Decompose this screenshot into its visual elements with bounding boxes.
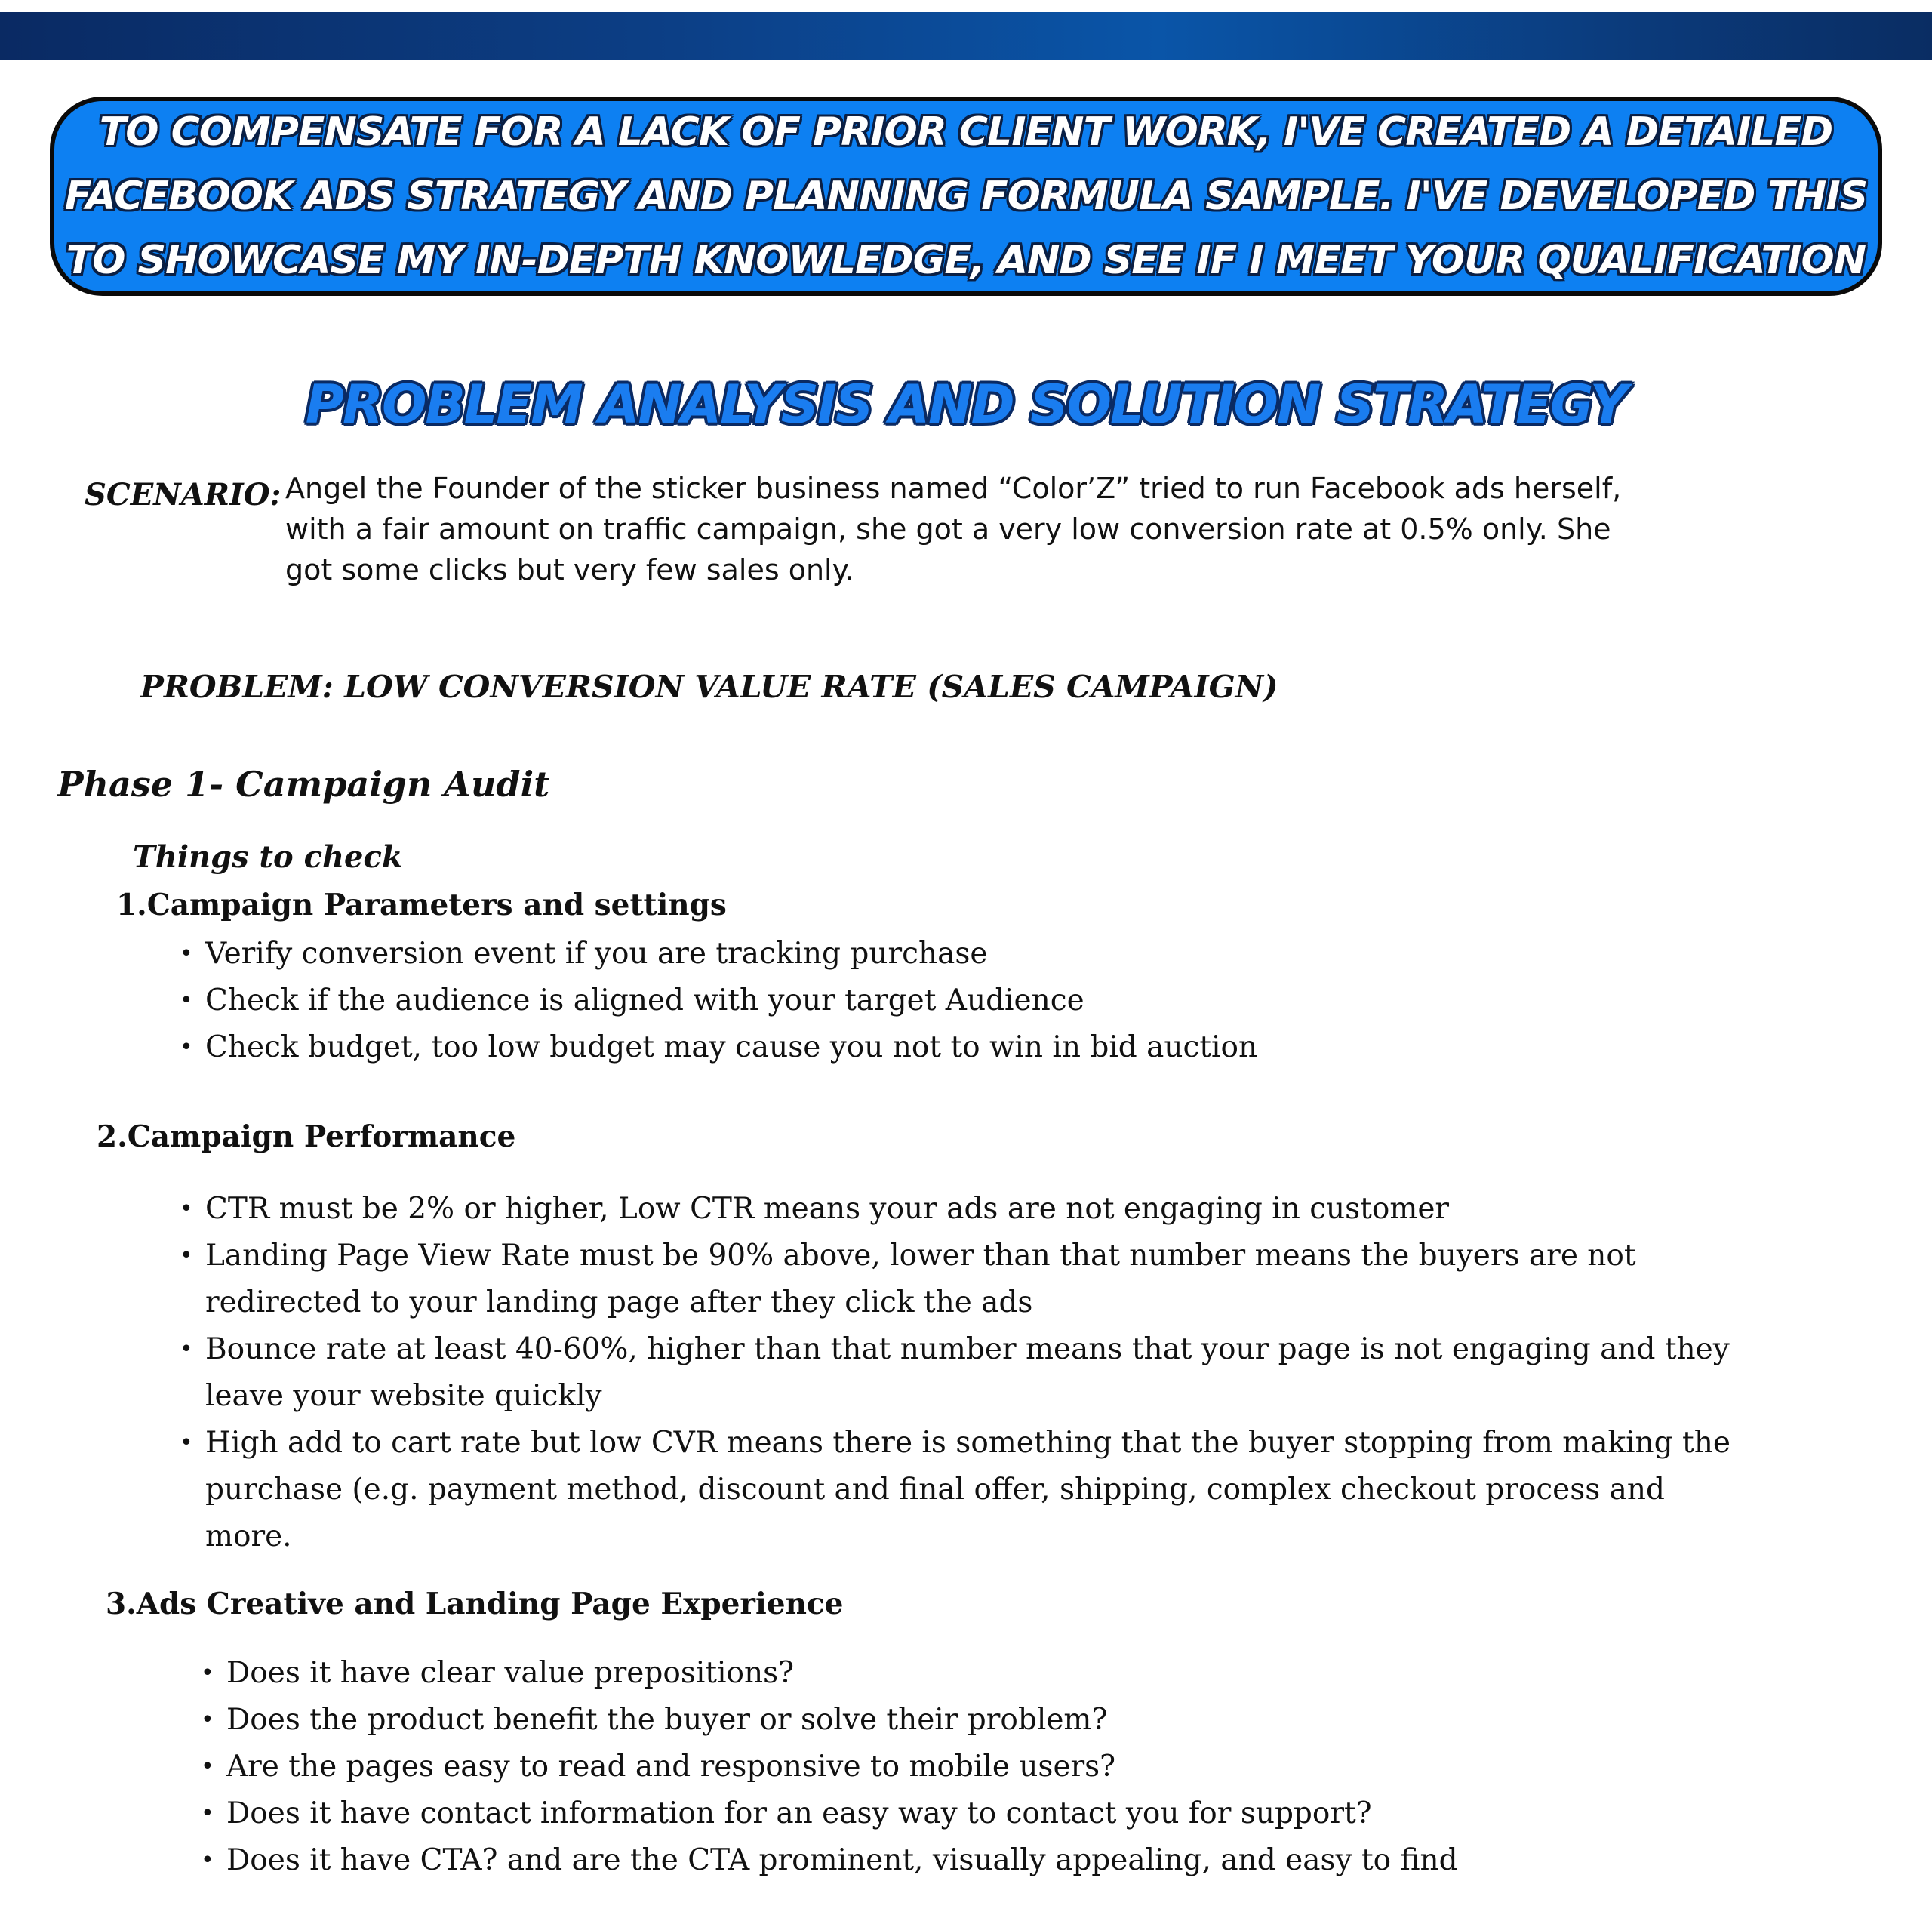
banner-line-3: TO SHOWCASE MY IN-DEPTH KNOWLEDGE, AND SEE IF I MEET YOUR QUALIFICATION bbox=[66, 237, 1866, 283]
list-item: • Landing Page View Rate must be 90% above, lower than that number means the buyers are not redirected to your landing page after they click the ads bbox=[180, 1233, 1749, 1326]
list-item: • Does it have contact information for an easy way to contact you for support? bbox=[201, 1790, 1710, 1837]
banner-line-1: TO COMPENSATE FOR A LACK OF PRIOR CLIENT WORK, I'VE CREATED A DETAILED bbox=[99, 109, 1833, 155]
list-ads-creative bbox=[201, 1650, 1710, 1884]
list-item: • High add to cart rate but low CVR means there is something that the buyer stopping from making the purchase (e.g. payment method, discount and final offer, shipping, complex checkout process and more. bbox=[180, 1420, 1749, 1560]
list-item: • Are the pages easy to read and responsive to mobile users? bbox=[201, 1744, 1710, 1790]
banner-line-2: FACEBOOK ADS STRATEGY AND PLANNING FORMULA SAMPLE. I'VE DEVELOPED THIS bbox=[64, 173, 1868, 219]
intro-banner bbox=[50, 97, 1882, 296]
list-campaign-performance bbox=[180, 1186, 1749, 1560]
list-item: • Check if the audience is aligned with your target Audience bbox=[180, 977, 1614, 1024]
scenario-line-3: got some clicks but very few sales only. bbox=[285, 553, 854, 586]
scenario-label: SCENARIO: bbox=[85, 477, 281, 513]
problem-statement: PROBLEM: LOW CONVERSION VALUE RATE (SALES CAMPAIGN) bbox=[140, 669, 1278, 705]
phase-title: Phase 1- Campaign Audit bbox=[57, 764, 550, 805]
list-item: • Verify conversion event if you are tracking purchase bbox=[180, 931, 1614, 977]
scenario-text bbox=[285, 468, 1666, 590]
section-heading-campaign-parameters: 1.Campaign Parameters and settings bbox=[116, 888, 727, 922]
things-to-check-heading: Things to check bbox=[133, 839, 403, 875]
scenario-line-2: with a fair amount on traffic campaign, she got a very low conversion rate at 0.5% only. She bbox=[285, 513, 1611, 546]
list-item: • CTR must be 2% or higher, Low CTR means your ads are not engaging in customer bbox=[180, 1186, 1749, 1233]
list-item: • Bounce rate at least 40-60%, higher than that number means that your page is not engaging and they leave your website quickly bbox=[180, 1326, 1749, 1420]
list-campaign-parameters bbox=[180, 931, 1614, 1071]
section-heading-campaign-performance: 2.Campaign Performance bbox=[97, 1119, 516, 1154]
section-heading-ads-creative: 3.Ads Creative and Landing Page Experience bbox=[106, 1587, 844, 1621]
page-title: PROBLEM ANALYSIS AND SOLUTION STRATEGY bbox=[305, 374, 1627, 436]
scenario-line-1: Angel the Founder of the sticker business named “Color’Z” tried to run Facebook ads herself, bbox=[285, 472, 1622, 505]
top-header-bar bbox=[0, 12, 1932, 60]
list-item: • Does the product benefit the buyer or solve their problem? bbox=[201, 1697, 1710, 1744]
list-item: • Check budget, too low budget may cause you not to win in bid auction bbox=[180, 1024, 1614, 1071]
list-item: • Does it have clear value prepositions? bbox=[201, 1650, 1710, 1697]
list-item: • Does it have CTA? and are the CTA prominent, visually appealing, and easy to find bbox=[201, 1837, 1710, 1884]
